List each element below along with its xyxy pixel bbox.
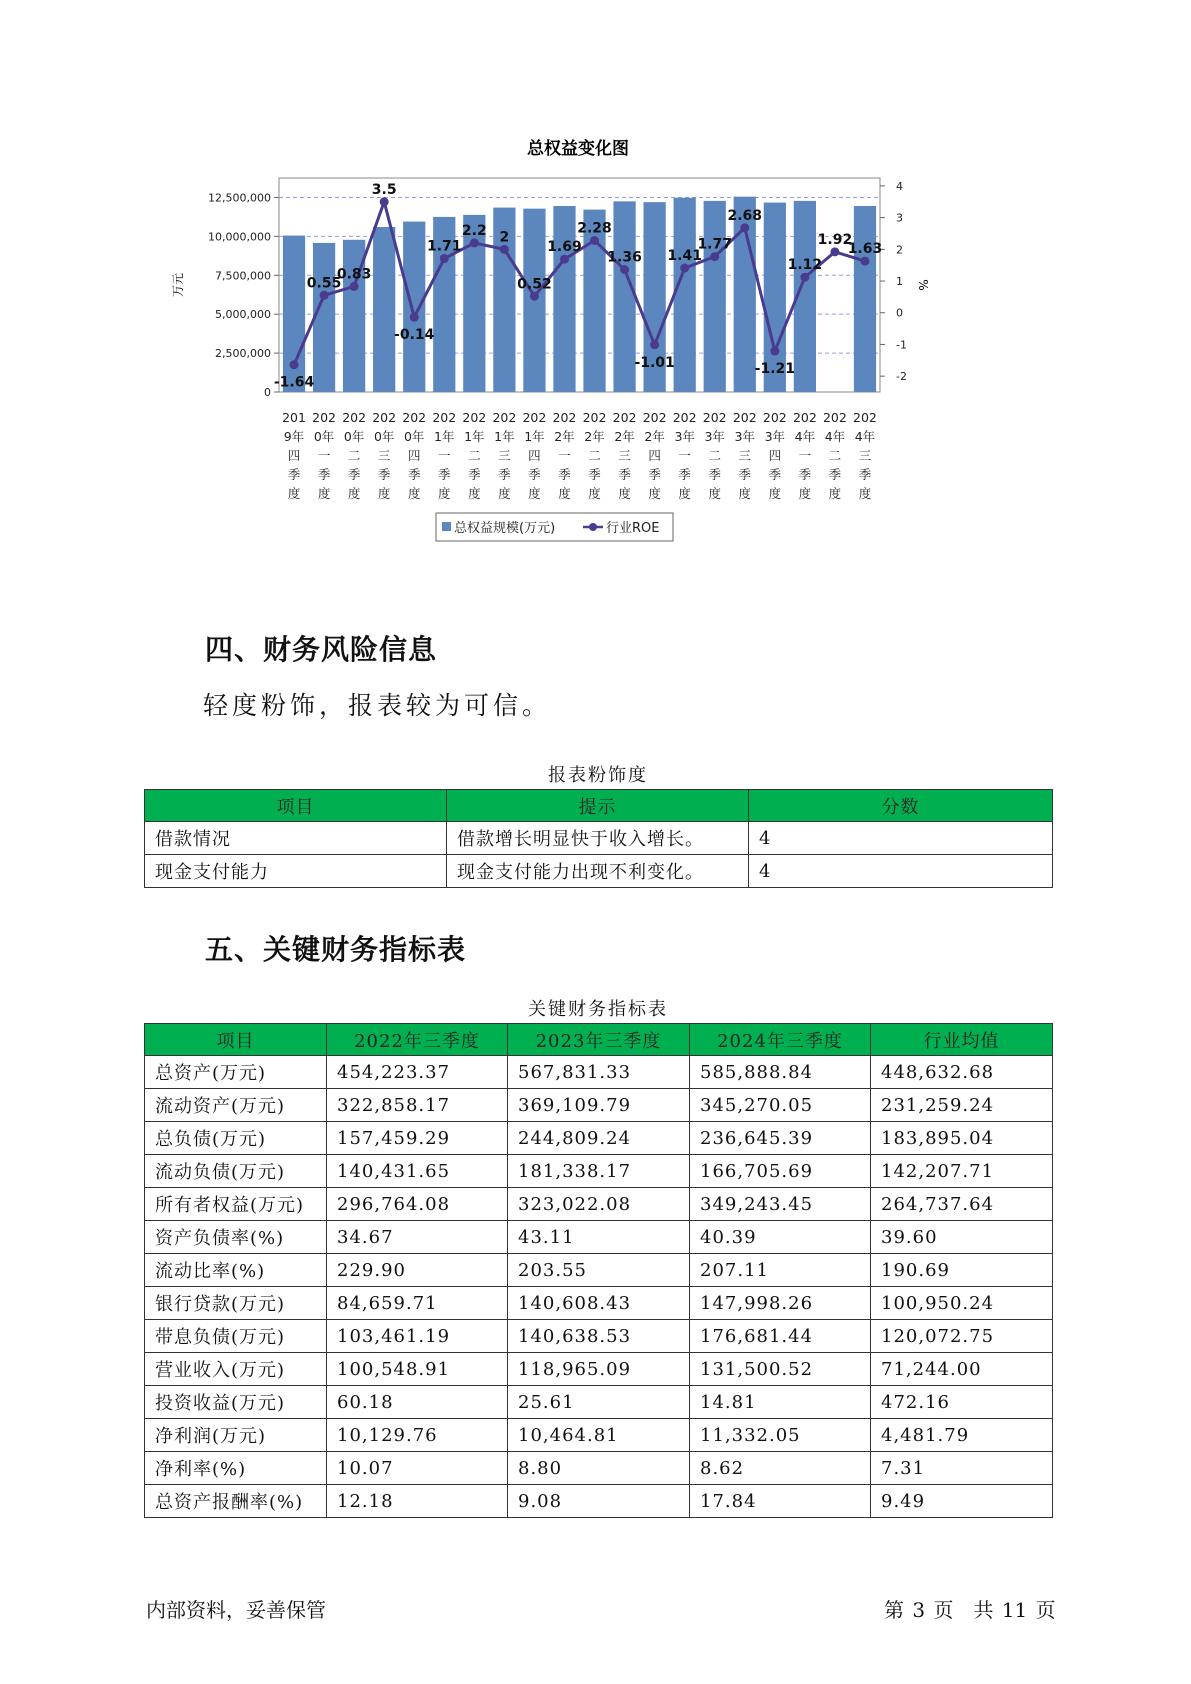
bar xyxy=(674,198,696,392)
x-tick-label: 度 xyxy=(287,486,301,501)
table-cell: 454,223.37 xyxy=(327,1056,508,1089)
x-tick-label: 0年 xyxy=(343,429,365,444)
table-row xyxy=(145,1089,1053,1122)
column-header: 项目 xyxy=(145,790,447,822)
data-label: 1.12 xyxy=(787,257,823,274)
table-cell: 323,022.08 xyxy=(508,1188,690,1221)
table-cell: 现金支付能力 xyxy=(145,855,447,888)
footer-confidential-note: 内部资料，妥善保管 xyxy=(146,1598,326,1622)
y2-tick-label: 1 xyxy=(896,275,903,289)
table-cell: 11,332.05 xyxy=(690,1419,871,1452)
roe-point xyxy=(740,223,749,232)
table-cell: 9.49 xyxy=(871,1485,1053,1518)
data-label: 1.92 xyxy=(817,231,853,248)
x-tick-label: 202 xyxy=(822,410,847,425)
table-cell: 4,481.79 xyxy=(871,1419,1053,1452)
x-tick-label: 一 xyxy=(558,448,571,463)
financial-risk-summary: 轻度粉饰，报表较为可信。 xyxy=(203,691,552,720)
x-tick-label: 四 xyxy=(407,448,421,463)
x-tick-label: 202 xyxy=(853,410,877,425)
x-tick-label: 202 xyxy=(732,410,757,425)
table-cell: 100,548.91 xyxy=(327,1353,508,1386)
bar xyxy=(613,201,635,392)
table-cell: 190.69 xyxy=(871,1254,1053,1287)
x-tick-label: 季 xyxy=(858,467,872,482)
y-tick-label: 0 xyxy=(264,386,271,399)
x-tick-label: 1年 xyxy=(524,429,545,444)
table-cell: 总资产报酬率(%) xyxy=(145,1485,327,1518)
data-label: -1.01 xyxy=(634,354,675,371)
table-cell: 140,608.43 xyxy=(508,1287,690,1320)
table-cell: 7.31 xyxy=(871,1452,1053,1485)
x-tick-label: 202 xyxy=(342,410,367,425)
y-tick-label: 7,500,000 xyxy=(215,269,271,283)
x-tick-label: 202 xyxy=(672,410,697,425)
column-header: 行业均值 xyxy=(871,1024,1053,1056)
roe-point xyxy=(440,254,449,263)
roe-point xyxy=(650,340,659,349)
column-header: 2022年三季度 xyxy=(327,1024,508,1056)
x-tick-label: 度 xyxy=(678,486,691,501)
roe-point xyxy=(380,197,389,206)
table-cell: 203.55 xyxy=(508,1254,690,1287)
x-tick-label: 1年 xyxy=(464,429,485,444)
x-tick-label: 9年 xyxy=(283,429,305,444)
table-cell: 净利润(万元) xyxy=(145,1419,327,1452)
bar xyxy=(704,201,726,392)
table-cell: 营业收入(万元) xyxy=(145,1353,327,1386)
table-cell: 25.61 xyxy=(508,1386,690,1419)
x-tick-label: 3年 xyxy=(734,429,756,444)
table-cell: 147,998.26 xyxy=(690,1287,871,1320)
legend-label: 总权益规模(万元) xyxy=(454,521,556,536)
table-cell: 448,632.68 xyxy=(871,1056,1053,1089)
y-tick-label: 5,000,000 xyxy=(215,308,271,322)
table-cell: 流动资产(万元) xyxy=(145,1089,327,1122)
table-cell: 142,207.71 xyxy=(871,1155,1053,1188)
x-tick-label: 四 xyxy=(287,448,301,463)
x-tick-label: 202 xyxy=(702,410,727,425)
table-row xyxy=(145,1155,1053,1188)
table-cell: 现金支付能力出现不利变化。 xyxy=(447,855,749,888)
x-tick-label: 202 xyxy=(642,410,667,425)
x-tick-label: 度 xyxy=(858,486,872,501)
table-row xyxy=(145,1485,1053,1518)
x-tick-label: 202 xyxy=(582,410,607,425)
roe-point xyxy=(500,245,509,254)
data-label: 2.68 xyxy=(727,207,763,224)
x-tick-label: 季 xyxy=(768,467,782,482)
x-tick-label: 202 xyxy=(612,410,637,425)
table-caption-whitewash: 报表粉饰度 xyxy=(548,765,648,786)
data-label: 1.69 xyxy=(547,239,582,256)
y-tick-label: 10,000,000 xyxy=(208,230,271,244)
table-cell: 181,338.17 xyxy=(508,1155,690,1188)
table-cell: 585,888.84 xyxy=(690,1056,871,1089)
roe-point xyxy=(620,265,629,274)
y-tick-label: 12,500,000 xyxy=(208,191,271,205)
bar xyxy=(313,243,335,392)
x-tick-label: 季 xyxy=(317,467,331,482)
column-header: 2023年三季度 xyxy=(508,1024,690,1056)
table-row xyxy=(145,1353,1053,1386)
table-cell: 345,270.05 xyxy=(690,1089,871,1122)
x-tick-label: 0年 xyxy=(313,429,335,444)
table-row xyxy=(145,1419,1053,1452)
table-cell: 176,681.44 xyxy=(690,1320,871,1353)
x-tick-label: 度 xyxy=(828,486,842,501)
y2-tick-label: 0 xyxy=(896,306,903,320)
table-cell: 369,109.79 xyxy=(508,1089,690,1122)
x-tick-label: 度 xyxy=(768,486,782,501)
table-cell: 131,500.52 xyxy=(690,1353,871,1386)
x-tick-label: 三 xyxy=(738,448,752,463)
x-tick-label: 度 xyxy=(498,486,511,501)
table-row xyxy=(145,1056,1053,1089)
x-tick-label: 季 xyxy=(678,467,691,482)
x-tick-label: 度 xyxy=(528,486,541,501)
x-tick-label: 3年 xyxy=(674,429,695,444)
x-tick-label: 3年 xyxy=(704,429,725,444)
data-label: 2 xyxy=(499,229,510,246)
data-label: 3.5 xyxy=(371,181,397,198)
roe-point xyxy=(410,313,419,322)
x-tick-label: 二 xyxy=(588,448,601,463)
table-cell: 总资产(万元) xyxy=(145,1056,327,1089)
roe-point xyxy=(350,282,359,291)
data-label: 0.55 xyxy=(306,275,342,292)
x-tick-label: 202 xyxy=(372,410,397,425)
footer-page-number: 第 3 页 共 11 页 xyxy=(884,1598,1056,1622)
x-tick-label: 度 xyxy=(648,486,661,501)
data-label: 1.41 xyxy=(667,248,702,265)
table-cell: 10,464.81 xyxy=(508,1419,690,1452)
bar xyxy=(854,206,876,392)
x-tick-label: 季 xyxy=(648,467,661,482)
table-row xyxy=(145,1287,1053,1320)
x-tick-label: 度 xyxy=(438,486,451,501)
y2-axis-title: % xyxy=(916,279,930,291)
y2-tick-label: 2 xyxy=(896,243,903,257)
column-header: 2024年三季度 xyxy=(690,1024,871,1056)
x-tick-label: 度 xyxy=(377,486,391,501)
plot-area xyxy=(279,178,880,392)
x-tick-label: 季 xyxy=(618,467,631,482)
table-cell: 银行贷款(万元) xyxy=(145,1287,327,1320)
y-axis-title: 万元 xyxy=(171,272,185,298)
table-cell: 40.39 xyxy=(690,1221,871,1254)
table-cell: 17.84 xyxy=(690,1485,871,1518)
x-tick-label: 1年 xyxy=(434,429,455,444)
table-cell: 4 xyxy=(749,855,1053,888)
table-cell: 流动比率(%) xyxy=(145,1254,327,1287)
table-cell: 净利率(%) xyxy=(145,1452,327,1485)
roe-point xyxy=(290,360,299,369)
x-tick-label: 度 xyxy=(407,486,421,501)
table-cell: 349,243.45 xyxy=(690,1188,871,1221)
x-tick-label: 季 xyxy=(498,467,511,482)
section-title-key-indicators: 五、关键财务指标表 xyxy=(205,933,467,966)
table-row xyxy=(145,855,1053,888)
x-tick-label: 季 xyxy=(468,467,481,482)
bar xyxy=(373,227,395,392)
y2-tick-label: 3 xyxy=(896,211,903,225)
table-cell: 9.08 xyxy=(508,1485,690,1518)
x-tick-label: 202 xyxy=(312,410,337,425)
table-cell: 236,645.39 xyxy=(690,1122,871,1155)
table-cell: 39.60 xyxy=(871,1221,1053,1254)
table-cell: 14.81 xyxy=(690,1386,871,1419)
roe-point xyxy=(560,255,569,264)
legend-bar-swatch xyxy=(442,522,451,531)
y-tick-label: 2,500,000 xyxy=(215,347,271,361)
table-cell: 322,858.17 xyxy=(327,1089,508,1122)
table-row xyxy=(145,1320,1053,1353)
table-cell: 10,129.76 xyxy=(327,1419,508,1452)
x-tick-label: 度 xyxy=(317,486,331,501)
table-cell: 12.18 xyxy=(327,1485,508,1518)
table-cell: 140,431.65 xyxy=(327,1155,508,1188)
key-indicators-table-body xyxy=(145,1056,1053,1518)
x-tick-label: 2年 xyxy=(644,429,665,444)
x-tick-label: 一 xyxy=(317,448,331,463)
table-cell: 296,764.08 xyxy=(327,1188,508,1221)
data-label: 0.52 xyxy=(517,276,552,293)
y2-tick-label: -2 xyxy=(896,370,907,384)
x-tick-label: 201 xyxy=(282,410,306,425)
table-cell: 资产负债率(%) xyxy=(145,1221,327,1254)
roe-point xyxy=(710,252,719,261)
x-tick-label: 度 xyxy=(347,486,361,501)
x-tick-label: 202 xyxy=(402,410,427,425)
x-tick-label: 三 xyxy=(858,448,872,463)
table-row xyxy=(145,1452,1053,1485)
x-tick-label: 2年 xyxy=(554,429,575,444)
roe-point xyxy=(800,273,809,282)
table-cell: 100,950.24 xyxy=(871,1287,1053,1320)
x-tick-label: 2年 xyxy=(614,429,635,444)
x-tick-label: 二 xyxy=(708,448,721,463)
x-tick-label: 4年 xyxy=(824,429,846,444)
table-header-row xyxy=(145,1024,1053,1056)
equity-chart xyxy=(171,139,978,600)
table-cell: 60.18 xyxy=(327,1386,508,1419)
x-tick-label: 三 xyxy=(377,448,391,463)
key-indicators-table xyxy=(144,1023,1053,1518)
table-cell: 84,659.71 xyxy=(327,1287,508,1320)
y2-tick-label: 4 xyxy=(896,179,903,193)
roe-point xyxy=(320,291,329,300)
x-tick-label: 二 xyxy=(347,448,361,463)
legend-label: 行业ROE xyxy=(606,521,660,536)
roe-point xyxy=(770,347,779,356)
data-label: 1.63 xyxy=(847,241,883,258)
x-tick-label: 季 xyxy=(528,467,541,482)
x-tick-label: 0年 xyxy=(373,429,395,444)
table-cell: 8.80 xyxy=(508,1452,690,1485)
x-tick-label: 季 xyxy=(407,467,421,482)
x-tick-label: 季 xyxy=(798,467,812,482)
data-label: 1.71 xyxy=(427,238,462,255)
table-cell: 157,459.29 xyxy=(327,1122,508,1155)
roe-point xyxy=(860,257,869,266)
table-cell: 总负债(万元) xyxy=(145,1122,327,1155)
data-label: 2.2 xyxy=(461,222,487,239)
roe-point xyxy=(590,236,599,245)
x-tick-label: 202 xyxy=(462,410,487,425)
x-tick-label: 202 xyxy=(522,410,547,425)
table-row xyxy=(145,1221,1053,1254)
table-row xyxy=(145,1122,1053,1155)
x-tick-label: 度 xyxy=(588,486,601,501)
table-cell: 借款情况 xyxy=(145,822,447,855)
table-cell: 244,809.24 xyxy=(508,1122,690,1155)
table-cell: 8.62 xyxy=(690,1452,871,1485)
data-label: -1.21 xyxy=(754,361,796,378)
x-tick-label: 季 xyxy=(708,467,721,482)
column-header: 分数 xyxy=(749,790,1053,822)
x-tick-label: 季 xyxy=(287,467,301,482)
table-cell: 所有者权益(万元) xyxy=(145,1188,327,1221)
table-row xyxy=(145,822,1053,855)
legend-line-marker xyxy=(589,523,597,531)
data-label: -1.64 xyxy=(273,374,315,391)
table-cell: 投资收益(万元) xyxy=(145,1386,327,1419)
x-tick-label: 度 xyxy=(738,486,752,501)
table-cell: 140,638.53 xyxy=(508,1320,690,1353)
section-title-financial-risk: 四、财务风险信息 xyxy=(205,633,438,666)
table-cell: 166,705.69 xyxy=(690,1155,871,1188)
x-tick-label: 季 xyxy=(738,467,752,482)
table-cell: 借款增长明显快于收入增长。 xyxy=(447,822,749,855)
data-label: -0.14 xyxy=(394,327,435,344)
x-tick-label: 度 xyxy=(798,486,812,501)
data-label: 1.36 xyxy=(607,249,642,266)
x-tick-label: 季 xyxy=(588,467,601,482)
x-tick-label: 4年 xyxy=(854,429,876,444)
bar xyxy=(403,222,425,392)
x-tick-label: 202 xyxy=(552,410,577,425)
table-row xyxy=(145,1254,1053,1287)
x-tick-label: 季 xyxy=(438,467,451,482)
x-tick-label: 0年 xyxy=(403,429,425,444)
table-cell: 103,461.19 xyxy=(327,1320,508,1353)
table-cell: 229.90 xyxy=(327,1254,508,1287)
data-label: 1.77 xyxy=(697,236,732,253)
data-label: 0.83 xyxy=(336,266,372,283)
table-caption-key-indicators: 关键财务指标表 xyxy=(528,999,668,1020)
data-label: 2.28 xyxy=(577,220,612,237)
x-tick-label: 二 xyxy=(828,448,842,463)
x-tick-label: 度 xyxy=(558,486,571,501)
roe-point xyxy=(470,238,479,247)
table-cell: 43.11 xyxy=(508,1221,690,1254)
x-tick-label: 度 xyxy=(468,486,481,501)
x-tick-label: 202 xyxy=(792,410,817,425)
x-tick-label: 四 xyxy=(768,448,782,463)
x-tick-label: 202 xyxy=(762,410,787,425)
table-cell: 流动负债(万元) xyxy=(145,1155,327,1188)
x-tick-label: 季 xyxy=(828,467,842,482)
x-tick-label: 2年 xyxy=(584,429,605,444)
table-cell: 207.11 xyxy=(690,1254,871,1287)
whitewash-table xyxy=(144,789,1053,888)
roe-point xyxy=(830,247,839,256)
table-cell: 118,965.09 xyxy=(508,1353,690,1386)
bar xyxy=(553,206,575,392)
y2-tick-label: -1 xyxy=(896,338,907,352)
table-cell: 264,737.64 xyxy=(871,1188,1053,1221)
x-tick-label: 四 xyxy=(528,448,541,463)
x-tick-label: 度 xyxy=(618,486,631,501)
x-tick-label: 三 xyxy=(498,448,511,463)
x-tick-label: 三 xyxy=(618,448,631,463)
table-cell: 472.16 xyxy=(871,1386,1053,1419)
x-tick-label: 一 xyxy=(678,448,691,463)
roe-point xyxy=(680,264,689,273)
roe-point xyxy=(530,292,539,301)
x-tick-label: 202 xyxy=(432,410,457,425)
column-header: 提示 xyxy=(447,790,749,822)
x-tick-label: 季 xyxy=(377,467,391,482)
table-cell: 4 xyxy=(749,822,1053,855)
table-header-row xyxy=(145,790,1053,822)
x-tick-label: 3年 xyxy=(764,429,786,444)
column-header: 项目 xyxy=(145,1024,327,1056)
table-cell: 183,895.04 xyxy=(871,1122,1053,1155)
table-row xyxy=(145,1188,1053,1221)
table-cell: 231,259.24 xyxy=(871,1089,1053,1122)
chart-title: 总权益变化图 xyxy=(527,139,629,159)
x-tick-label: 4年 xyxy=(794,429,816,444)
x-tick-label: 1年 xyxy=(494,429,515,444)
table-cell: 10.07 xyxy=(327,1452,508,1485)
table-cell: 71,244.00 xyxy=(871,1353,1053,1386)
x-tick-label: 202 xyxy=(492,410,517,425)
table-cell: 567,831.33 xyxy=(508,1056,690,1089)
x-tick-label: 四 xyxy=(648,448,661,463)
x-tick-label: 一 xyxy=(798,448,812,463)
equity-chart-svg xyxy=(171,139,978,600)
table-cell: 120,072.75 xyxy=(871,1320,1053,1353)
x-tick-label: 季 xyxy=(558,467,571,482)
x-tick-label: 度 xyxy=(708,486,721,501)
x-tick-label: 季 xyxy=(347,467,361,482)
x-tick-label: 一 xyxy=(438,448,451,463)
x-tick-label: 二 xyxy=(468,448,481,463)
table-cell: 34.67 xyxy=(327,1221,508,1254)
table-cell: 带息负债(万元) xyxy=(145,1320,327,1353)
table-row xyxy=(145,1386,1053,1419)
